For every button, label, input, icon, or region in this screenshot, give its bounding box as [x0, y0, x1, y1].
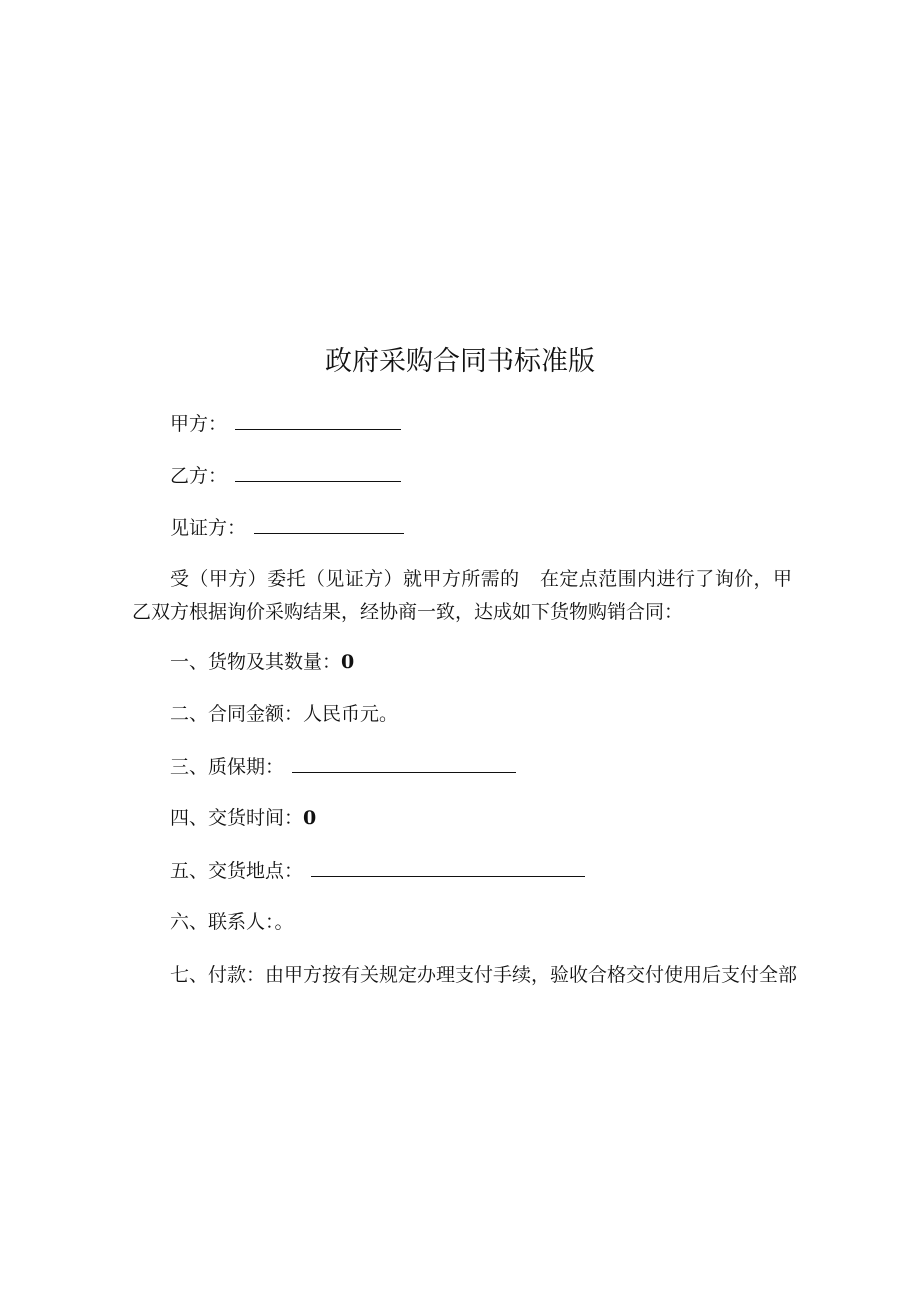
- clause-4-value: 0: [303, 807, 317, 829]
- clause-1: [170, 648, 354, 676]
- party-b-label: 乙方：: [170, 465, 228, 487]
- party-a-line: [170, 409, 401, 438]
- clause-2-label: 二、合同金额：人民币元。: [170, 703, 399, 725]
- intro-part-1: 受（甲方）委托（见证方）就甲方所需的: [170, 568, 520, 590]
- clause-1-label: 一、货物及其数量：: [170, 651, 342, 673]
- intro-part-2: 在定点范围内进行了询价，甲乙双方根据询价采购结果，经协商一致，达成如下货物购销合同：: [132, 568, 792, 623]
- party-a-label: 甲方：: [170, 413, 228, 435]
- witness-label: 见证方：: [170, 517, 247, 539]
- party-b-blank: [235, 461, 401, 482]
- clause-5-label: 五、交货地点：: [170, 860, 304, 882]
- clause-3: [170, 752, 516, 781]
- party-b-line: [170, 461, 401, 490]
- witness-blank: [254, 513, 404, 534]
- clause-7: [170, 961, 797, 989]
- party-a-blank: [235, 409, 401, 430]
- clause-1-value: 0: [341, 651, 355, 673]
- clause-3-label: 三、质保期：: [170, 756, 285, 778]
- clause-2: [170, 700, 398, 728]
- clause-4: [170, 804, 316, 832]
- intro-paragraph: [132, 563, 792, 629]
- clause-4-label: 四、交货时间：: [170, 807, 304, 829]
- document-title: 政府采购合同书标准版: [325, 346, 595, 377]
- clause-5: [170, 856, 585, 885]
- clause-6: [170, 908, 294, 936]
- witness-line: [170, 513, 404, 542]
- clause-7-label: 七、付款：由甲方按有关规定办理支付手续，验收合格交付使用后支付全部: [170, 964, 798, 986]
- clause-6-label: 六、联系人：。: [170, 911, 294, 933]
- clause-3-blank: [292, 752, 516, 773]
- clause-5-blank: [311, 856, 585, 877]
